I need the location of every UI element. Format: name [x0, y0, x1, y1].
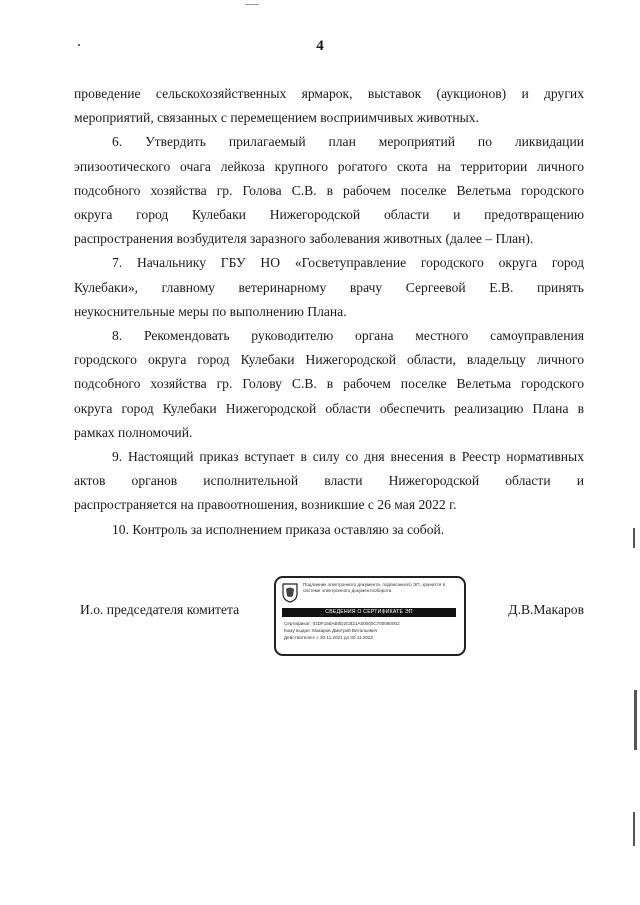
- text-line: 10. Контроль за исполнением приказа оставляю за собой.: [112, 521, 445, 537]
- scan-artifact: [633, 812, 635, 846]
- page-number: 4: [316, 38, 324, 54]
- stamp-header: Подлинник электронного документа, подписанного ЭП, хранится в системе электронного документооборота: [303, 582, 446, 593]
- scan-artifact: [245, 4, 259, 5]
- paragraph-item-9: [74, 445, 584, 518]
- text-line: Кулебаки», главному ветеринарному врачу Сергеевой Е.В. принять: [74, 279, 584, 295]
- stamp-certificate: Сертификат: 01DF158AB0D2CB21A00000C700060002: [284, 621, 400, 626]
- stamp-title-bar: СВЕДЕНИЯ О СЕРТИФИКАТЕ ЭП: [282, 608, 456, 617]
- paragraph-item-10: [74, 518, 584, 542]
- paragraph-item-8: [74, 324, 584, 445]
- text-line: актов органов исполнительной власти Нижегородской области и: [74, 473, 584, 489]
- text-line: округа город Кулебаки Нижегородской области обеспечить реализацию Плана в: [74, 400, 584, 416]
- stamp-issued-to: Кому выдан: Макаров Дмитрий Витальевич: [284, 628, 378, 633]
- scan-artifact: [634, 690, 637, 750]
- coat-of-arms-icon: [282, 583, 298, 603]
- paragraph-continuation: [74, 82, 584, 130]
- scan-artifact: [78, 44, 80, 46]
- text-line: подсобного хозяйства гр. Голову С.В. в рабочем поселке Велетьма городского: [74, 376, 584, 392]
- body-text: [74, 82, 584, 542]
- text-line: распространения возбудителя заразного заболевания животных (далее – План).: [74, 231, 534, 247]
- electronic-signature-stamp: [274, 576, 466, 656]
- scan-artifact: [633, 528, 635, 548]
- stamp-details: [284, 620, 458, 641]
- text-line: распространяется на правоотношения, возникшие с 26 мая 2022 г.: [74, 497, 457, 513]
- text-line: 6. Утвердить прилагаемый план мероприятий по ликвидации: [112, 134, 584, 150]
- signer-name: Д.В.Макаров: [508, 602, 584, 617]
- text-line: рамках полномочий.: [74, 424, 193, 440]
- paragraph-item-7: [74, 251, 584, 324]
- text-line: городского округа город Кулебаки Нижегородской области, владельцу личного: [74, 352, 584, 368]
- signer-title: И.о. председателя комитета: [80, 602, 240, 617]
- stamp-validity: Действителен: с 30.11.2021 до 30.11.2022: [284, 635, 374, 640]
- text-line: 8. Рекомендовать руководителю органа местного самоуправления: [112, 328, 584, 344]
- paragraph-item-6: [74, 130, 584, 251]
- text-line: 9. Настоящий приказ вступает в силу со дня внесения в Реестр нормативных: [112, 449, 584, 465]
- text-line: неукоснительные меры по выполнению Плана.: [74, 303, 347, 319]
- text-line: округа город Кулебаки Нижегородской области и предотвращению: [74, 207, 584, 223]
- text-line: проведение сельскохозяйственных ярмарок, выставок (аукционов) и других: [74, 86, 584, 101]
- text-line: мероприятий, связанных с перемещением восприимчивых животных.: [74, 110, 479, 126]
- text-line: 7. Начальнику ГБУ НО «Госветуправление городского округа город: [112, 255, 584, 271]
- text-line: подсобного хозяйства гр. Голова С.В. в рабочем поселке Велетьма городского: [74, 182, 584, 198]
- text-line: эпизоотического очага лейкоза крупного рогатого скота на территории личного: [74, 158, 584, 174]
